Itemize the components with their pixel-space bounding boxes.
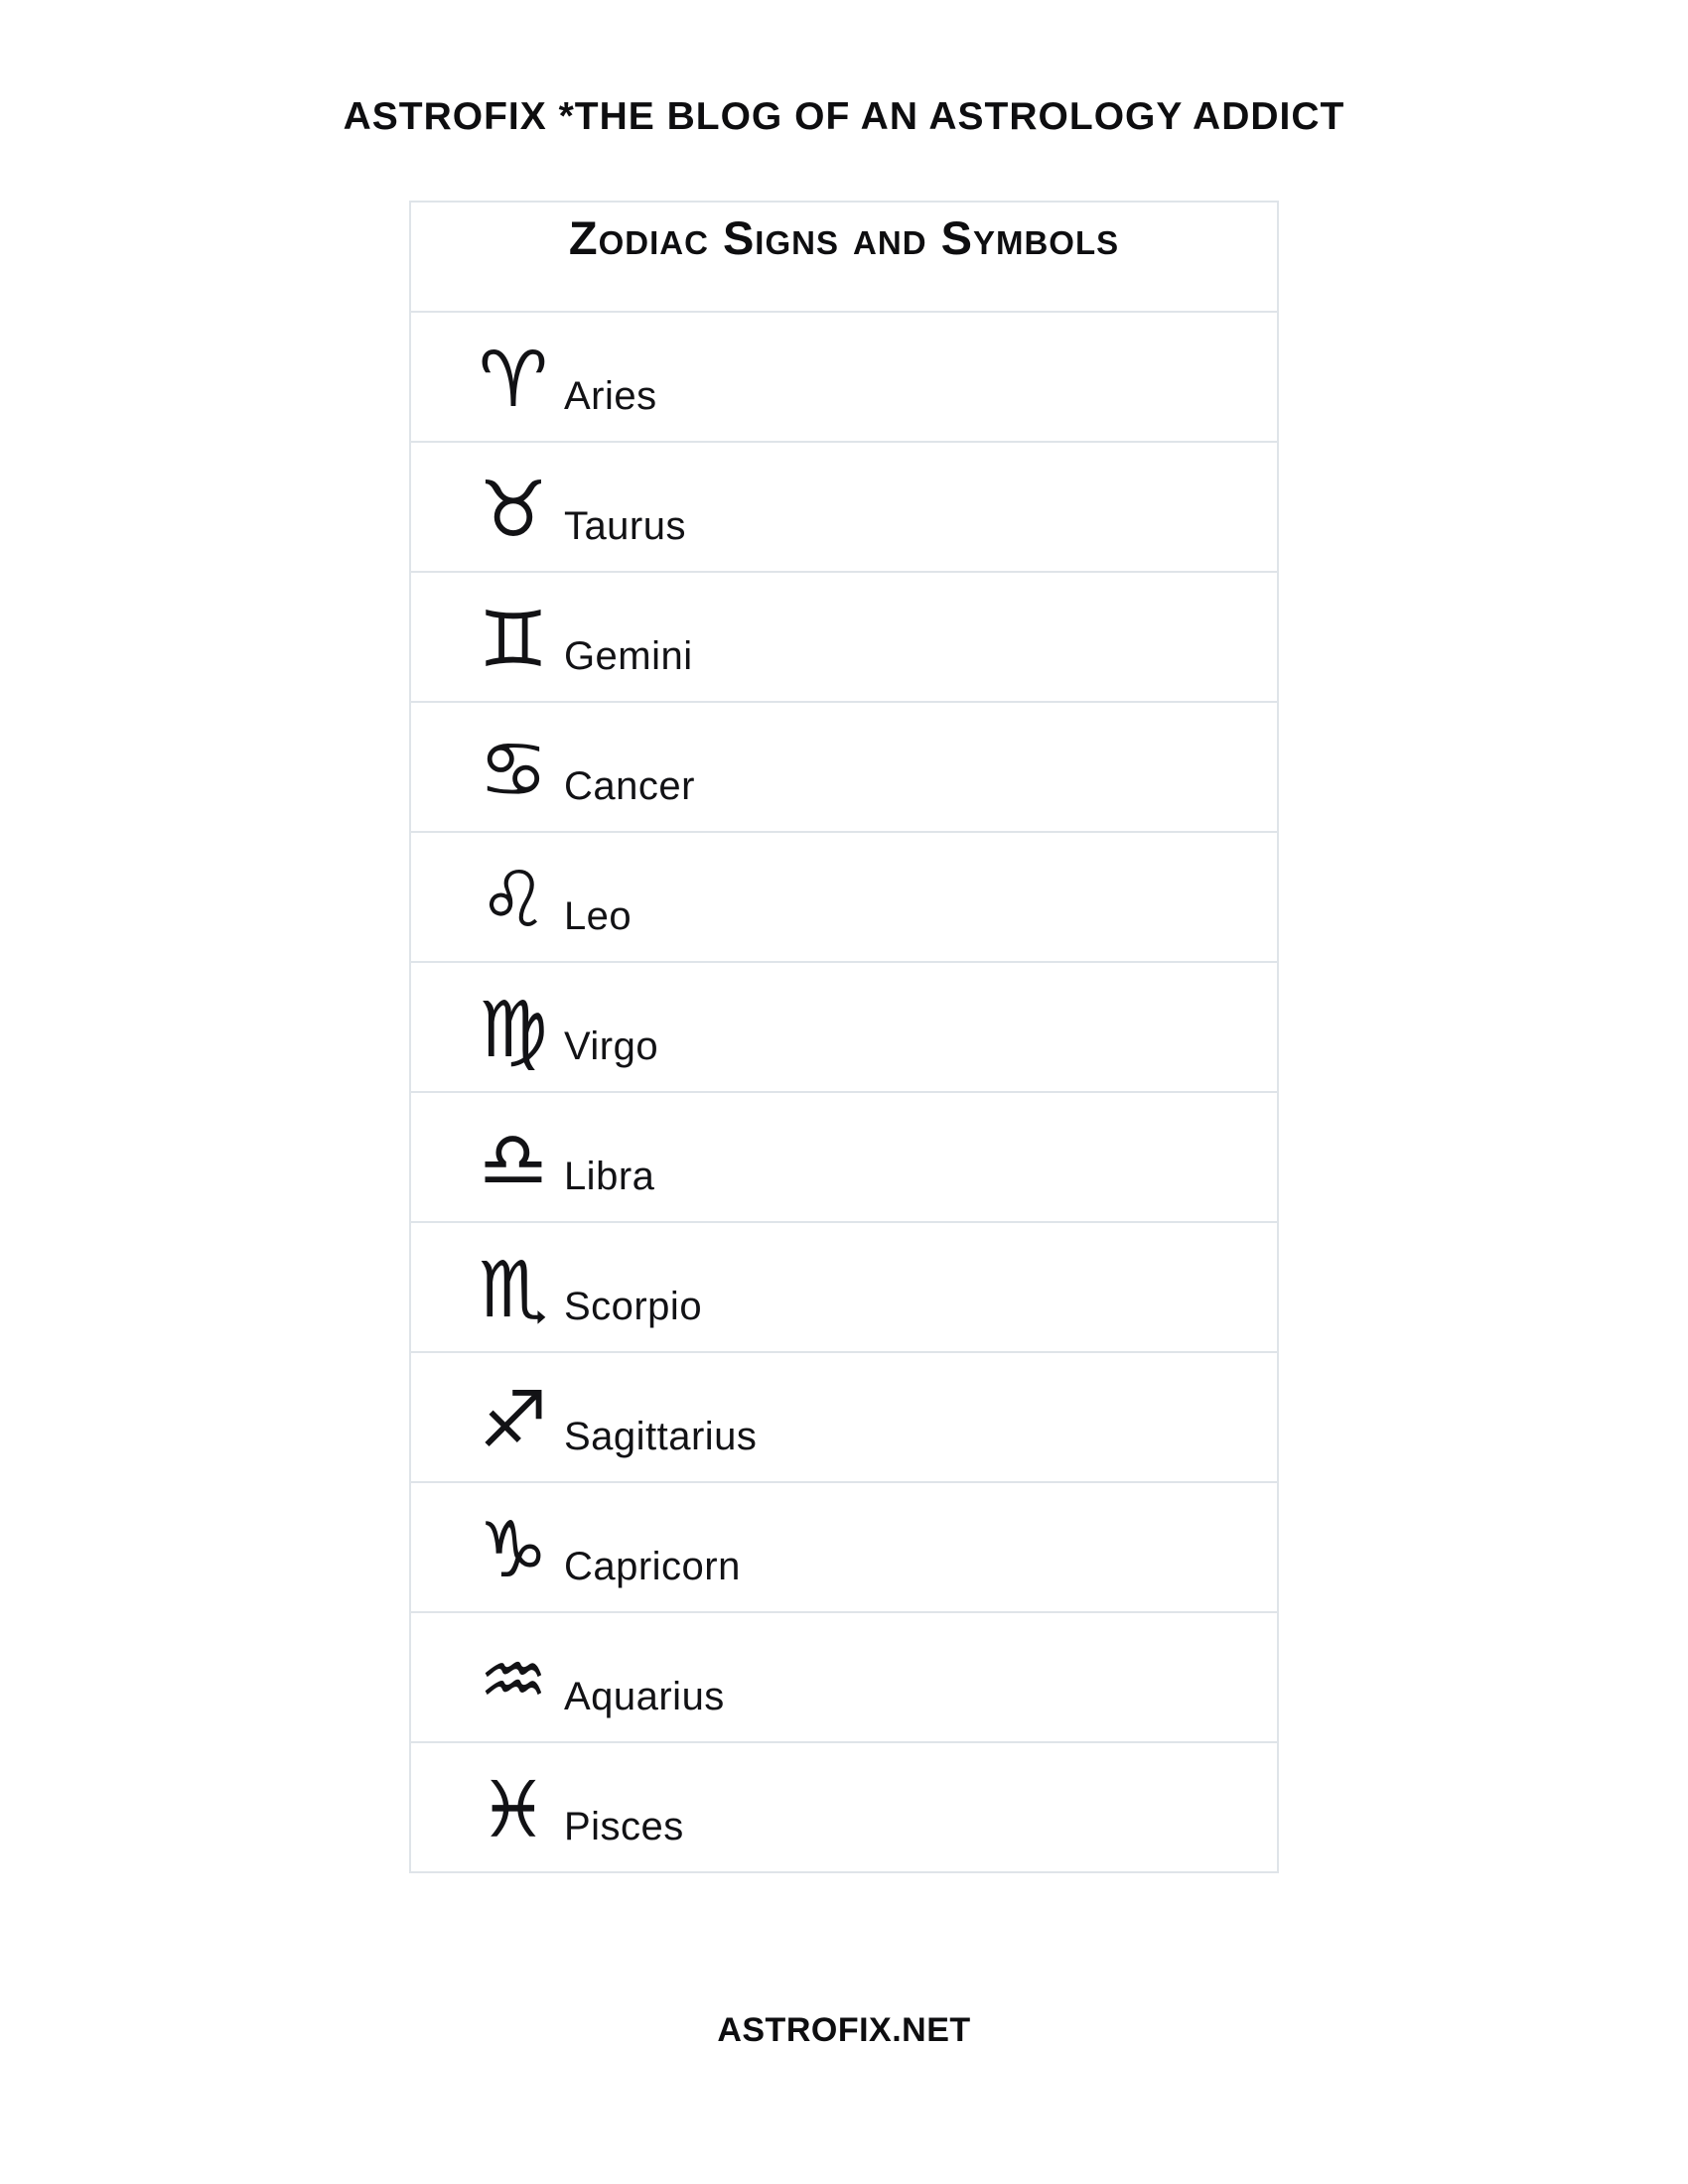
sign-name: Libra [563, 1155, 655, 1198]
table-row [410, 1092, 1278, 1222]
sign-cell [410, 832, 1278, 962]
zodiac-table-header [410, 202, 1278, 312]
capricorn-symbol-icon: ♑ [479, 1506, 548, 1596]
scorpio-symbol-icon: ♏ [479, 1246, 548, 1336]
sign-cell [410, 312, 1278, 442]
aquarius-symbol-icon: ♒ [479, 1636, 548, 1726]
sign-name: Scorpio [563, 1285, 703, 1328]
sign-name: Pisces [563, 1805, 684, 1848]
sign-line [479, 986, 1277, 1091]
sign-name: Aries [563, 374, 657, 418]
title-row [410, 202, 1278, 312]
sign-line [479, 336, 1277, 441]
table-row [410, 832, 1278, 962]
table-row [410, 1612, 1278, 1742]
sign-name: Virgo [563, 1024, 659, 1068]
sign-cell [410, 1742, 1278, 1872]
sign-cell [410, 702, 1278, 832]
sign-name: Gemini [563, 634, 693, 678]
sign-line [479, 726, 1277, 831]
aries-symbol-icon: ♈ [479, 336, 548, 426]
sign-line [479, 1116, 1277, 1221]
sign-name: Leo [563, 894, 633, 938]
gemini-symbol-icon: ♊ [479, 596, 548, 686]
table-row [410, 702, 1278, 832]
sign-line [479, 1636, 1277, 1741]
sign-cell [410, 1092, 1278, 1222]
sign-name: Cancer [563, 764, 695, 808]
site-footer-url: ASTROFIX.NET [717, 2011, 971, 2049]
libra-symbol-icon: ♎ [479, 1116, 548, 1206]
table-row [410, 1352, 1278, 1482]
sign-line [479, 466, 1277, 571]
table-title: Zodiac Signs and Symbols [410, 202, 1278, 312]
zodiac-table-body [410, 312, 1278, 1872]
sign-cell [410, 442, 1278, 572]
cancer-symbol-icon: ♋ [479, 726, 548, 816]
sign-cell [410, 1482, 1278, 1612]
sign-name: Capricorn [563, 1545, 741, 1588]
sign-line [479, 856, 1277, 961]
sign-cell [410, 572, 1278, 702]
sign-name: Aquarius [563, 1675, 725, 1718]
sign-name: Sagittarius [563, 1415, 758, 1458]
taurus-symbol-icon: ♉ [479, 466, 548, 556]
sign-line [479, 1766, 1277, 1871]
table-row [410, 442, 1278, 572]
table-row [410, 1222, 1278, 1352]
sign-cell [410, 1352, 1278, 1482]
sign-line [479, 1376, 1277, 1481]
zodiac-table [409, 201, 1279, 1873]
sign-cell [410, 1222, 1278, 1352]
sign-line [479, 1506, 1277, 1611]
pisces-symbol-icon: ♓ [479, 1766, 548, 1856]
sign-cell [410, 1612, 1278, 1742]
sign-line [479, 1246, 1277, 1351]
virgo-symbol-icon: ♍ [479, 986, 548, 1076]
table-row [410, 962, 1278, 1092]
sign-name: Taurus [563, 504, 686, 548]
table-row [410, 312, 1278, 442]
sign-line [479, 596, 1277, 701]
sign-cell [410, 962, 1278, 1092]
leo-symbol-icon: ♌ [479, 856, 548, 946]
table-row [410, 1482, 1278, 1612]
sagittarius-symbol-icon: ♐ [479, 1376, 548, 1466]
blog-header-title: ASTROFIX *THE BLOG OF AN ASTROLOGY ADDICT [343, 95, 1345, 138]
table-row [410, 572, 1278, 702]
table-row [410, 1742, 1278, 1872]
